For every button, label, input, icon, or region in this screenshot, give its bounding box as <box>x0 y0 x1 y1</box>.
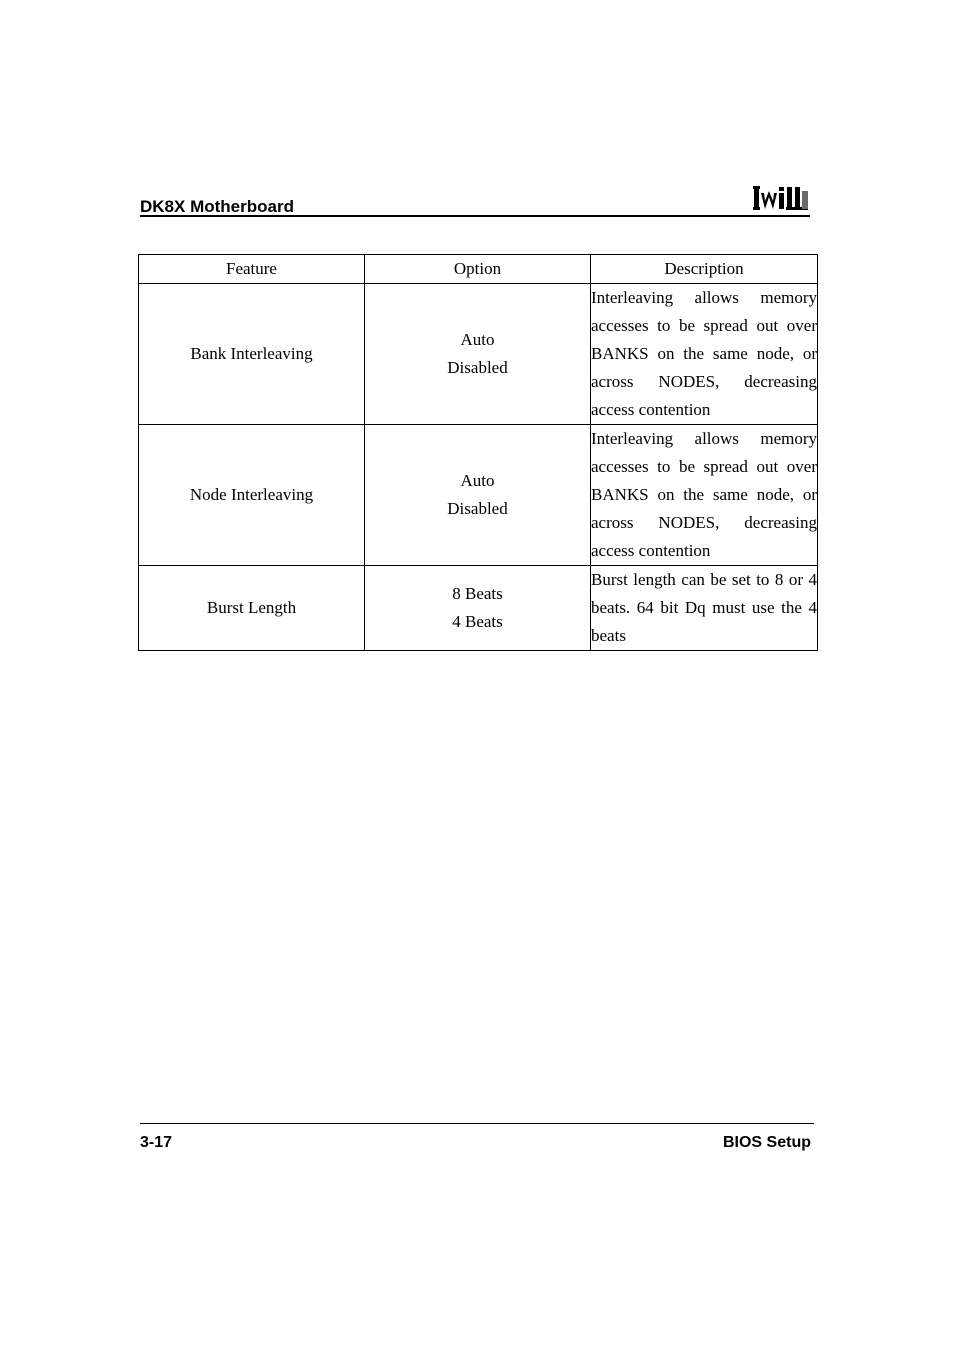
option-value: Auto <box>460 471 495 490</box>
description-cell: Interleaving allows memory accesses to be spread out over BANKS on the same node, or across NODES, decreasing access contention <box>591 284 818 425</box>
table-row <box>139 284 818 425</box>
option-value: Disabled <box>447 499 508 518</box>
header-divider <box>140 215 810 217</box>
option-cell <box>365 425 591 566</box>
description-cell: Interleaving allows memory accesses to be spread out over BANKS on the same node, or across NODES, decreasing access contention <box>591 425 818 566</box>
iwill-logo <box>753 183 809 213</box>
page-number: 3-17 <box>140 1134 173 1151</box>
column-header-feature: Feature <box>139 255 365 284</box>
table-header-row <box>139 255 818 284</box>
option-value: 4 Beats <box>452 612 503 631</box>
table-row <box>139 566 818 651</box>
feature-cell: Bank Interleaving <box>139 284 365 425</box>
feature-cell: Burst Length <box>139 566 365 651</box>
table-row <box>139 425 818 566</box>
column-header-option: Option <box>365 255 591 284</box>
column-header-description: Description <box>591 255 818 284</box>
feature-cell: Node Interleaving <box>139 425 365 566</box>
footer-divider <box>140 1123 814 1124</box>
option-value: Disabled <box>447 358 508 377</box>
option-value: Auto <box>460 330 495 349</box>
iwill-logo-icon <box>753 183 809 213</box>
option-cell <box>365 566 591 651</box>
page-header-title: DK8X Motherboard <box>140 197 294 216</box>
option-cell <box>365 284 591 425</box>
option-value: 8 Beats <box>452 584 503 603</box>
bios-options-table <box>138 254 818 651</box>
section-title: BIOS Setup <box>722 1134 811 1151</box>
description-cell: Burst length can be set to 8 or 4 beats. 64 bit Dq must use the 4 beats <box>591 566 818 651</box>
